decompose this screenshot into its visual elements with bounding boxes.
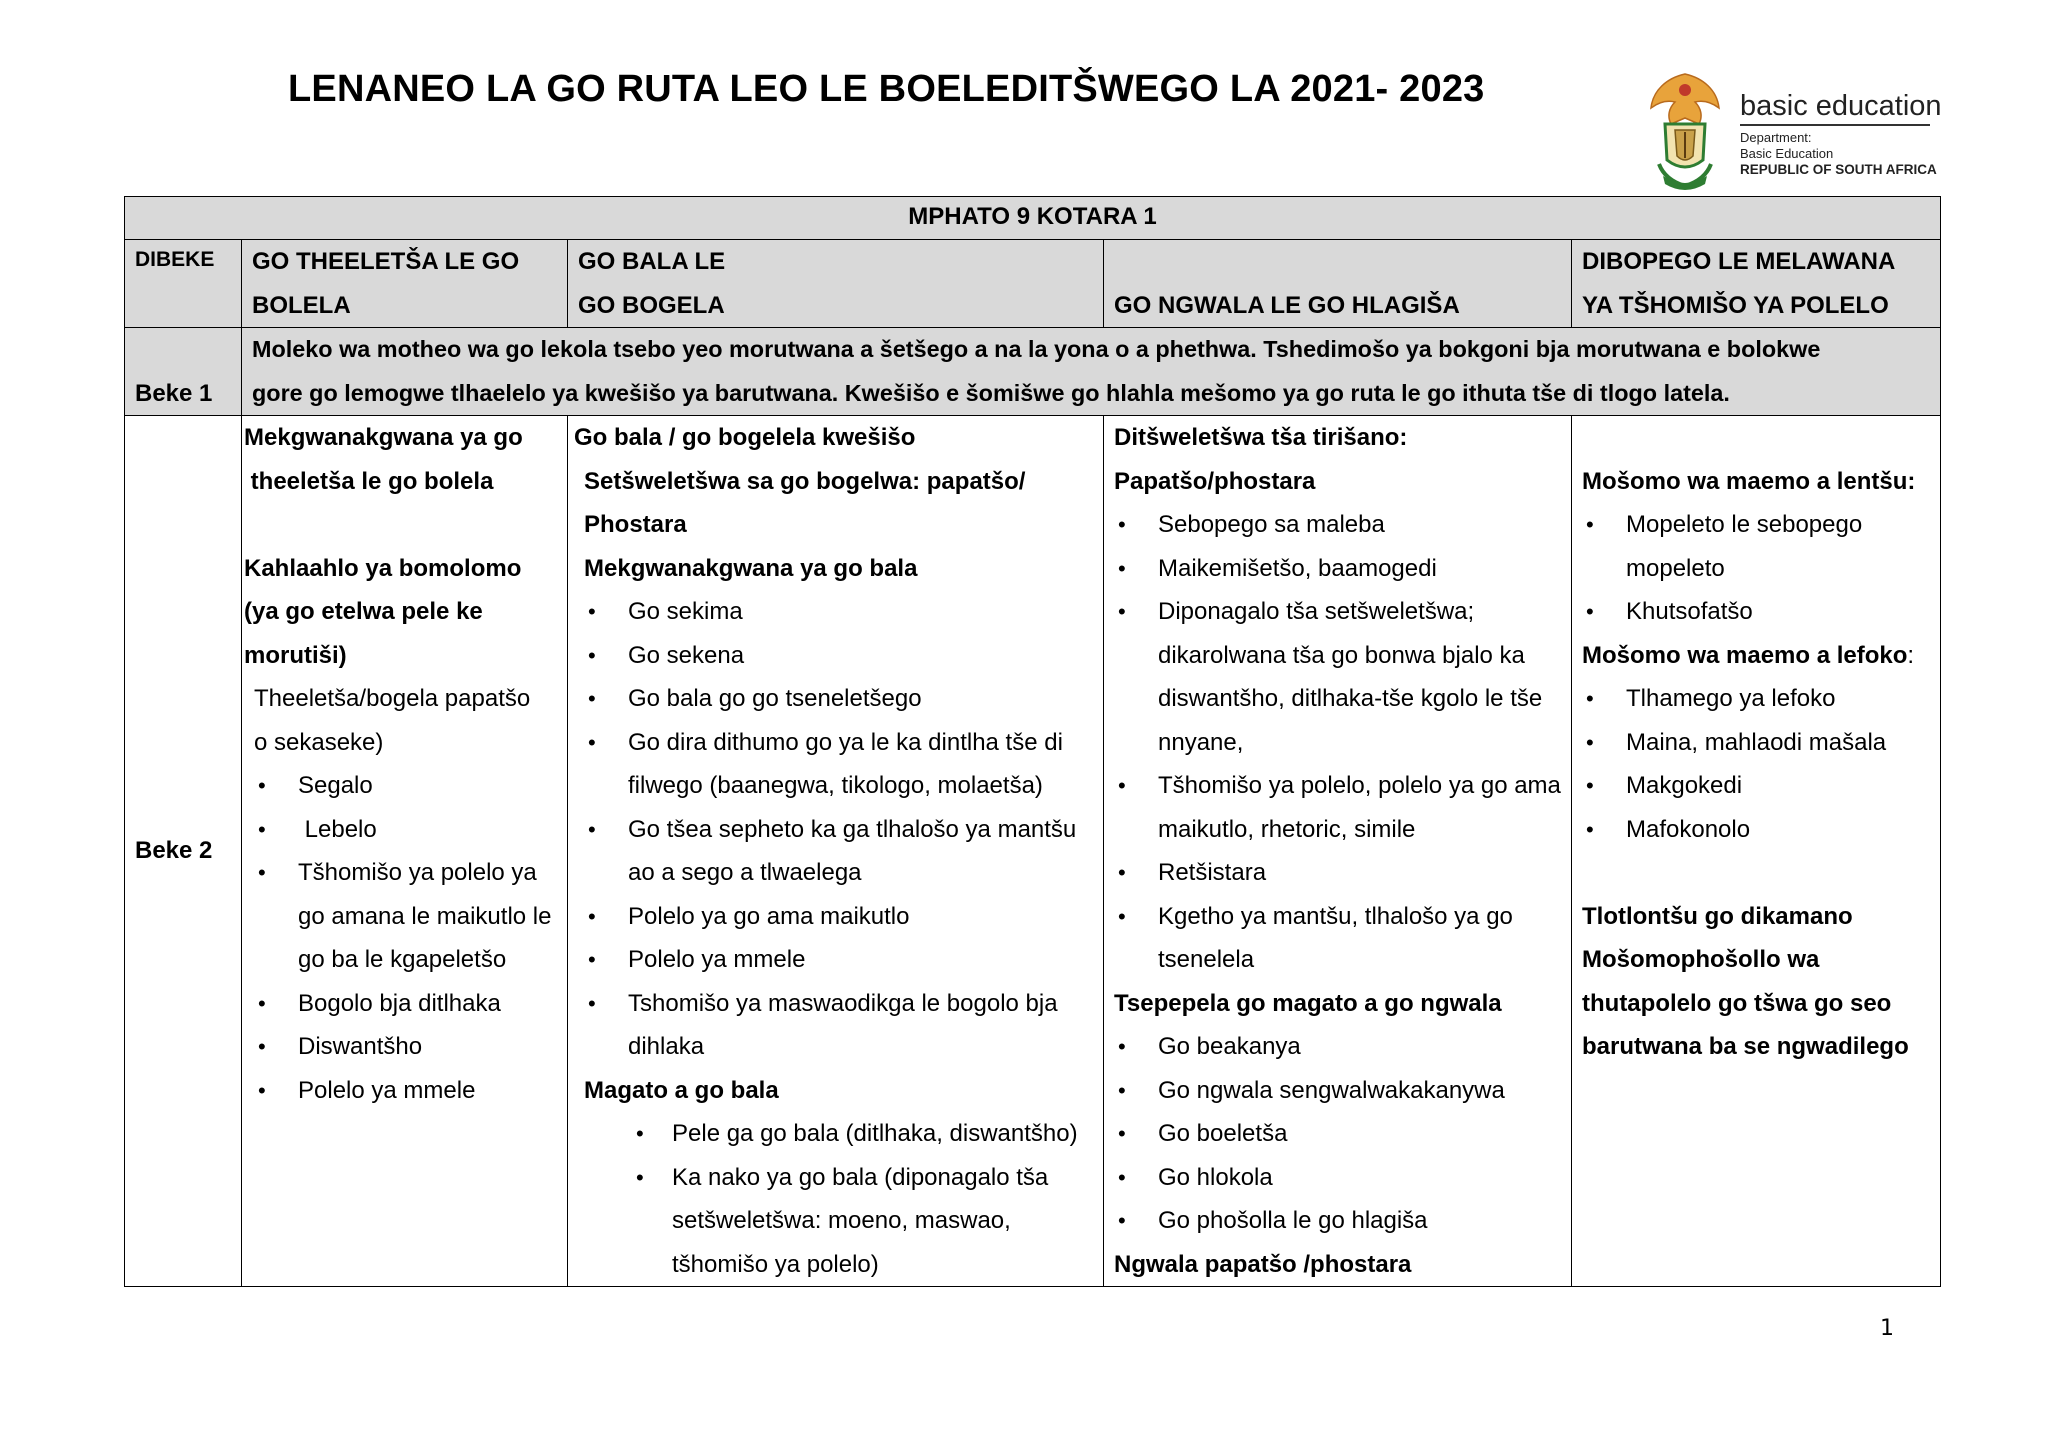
writing-bullets xyxy=(1114,503,1561,982)
reading-process-bullets xyxy=(574,1112,1093,1286)
list-item: • Diswantšho xyxy=(254,1025,561,1069)
header-line: GO BOGELA xyxy=(578,291,725,319)
page-number: 1 xyxy=(1880,1316,1894,1341)
list-item: • Polelo ya go ama maikutlo xyxy=(584,895,1093,939)
grade-title: MPHATO 9 KOTARA 1 xyxy=(125,197,1941,240)
brand-name: basic education xyxy=(1740,90,1942,122)
list-item: • Kgetho ya mantšu, tlhalošo ya go tsenelela xyxy=(1114,895,1561,982)
list-item: • Maikemišetšo, baamogedi xyxy=(1114,547,1561,591)
list-item: • Go sekena xyxy=(584,634,1093,678)
week-1-line: gore go lemogwe tlhaelelo ya kwešišo ya barutwana. Kwešišo e šomišwe go hlahla mešomo ya go ruta le go ithuta tše di tlogo latela. xyxy=(252,379,1730,406)
spacer xyxy=(244,503,561,547)
header-row xyxy=(125,240,1941,328)
list-item: • Polelo ya mmele xyxy=(254,1069,561,1113)
listening-text: Theeletša/bogela papatšo xyxy=(254,685,531,712)
list-item: • Mopeleto le sebopego mopeleto xyxy=(1582,503,1930,590)
list-item: • Lebelo xyxy=(254,808,561,852)
department-logo xyxy=(1645,68,1942,198)
oral-assessment-heading: morutiši) xyxy=(244,641,347,669)
writing-heading: Ditšweletšwa tša tirišano: xyxy=(1114,424,1408,451)
week-2-label: Beke 2 xyxy=(125,416,242,1287)
reading-process-heading: Magato a go bala xyxy=(584,1076,779,1104)
vocabulary-line: thutapolelo go tšwa go seo xyxy=(1582,989,1892,1017)
grade-title-row xyxy=(125,197,1941,240)
list-item: • Tšhomišo ya polelo ya go amana le maikutlo le go ba le kgapeletšo xyxy=(254,851,561,982)
logo-divider xyxy=(1740,124,1930,126)
list-item: • Polelo ya mmele xyxy=(584,938,1093,982)
page-title: LENANEO LA GO RUTA LEO LE BOELEDITŠWEGO LA 2021- 2023 xyxy=(288,68,1485,110)
vocabulary-line: Mošomophošollo wa xyxy=(1582,946,1820,973)
list-item: • Go tšea sepheto ka ga tlhalošo ya mantšu ao a sego a tlwaelega xyxy=(584,808,1093,895)
spacer xyxy=(1582,851,1930,895)
listening-heading: Mekgwanakgwana ya go xyxy=(244,424,523,451)
list-item: • Go boeletša xyxy=(1114,1112,1561,1156)
oral-assessment-heading: Kahlaahlo ya bomolomo xyxy=(244,554,522,582)
header-listening-speaking xyxy=(242,240,568,328)
listening-bullets xyxy=(244,764,561,1112)
list-item: • Mafokonolo xyxy=(1582,808,1930,852)
header-line: YA TŠHOMIŠO YA POLELO xyxy=(1582,291,1889,319)
header-language-structures xyxy=(1572,240,1941,328)
reading-subheading: Setšweletšwa sa go bogelwa: papatšo/ xyxy=(584,467,1026,495)
sentence-level-bullets xyxy=(1582,677,1930,851)
week-1-label: Beke 1 xyxy=(125,328,242,416)
writing-subheading: Papatšo/phostara xyxy=(1114,467,1316,495)
word-level-heading: Mošomo wa maemo a lentšu: xyxy=(1582,467,1916,495)
list-item: • Diponagalo tša setšweletšwa; dikarolwana tša go bonwa bjalo ka diswantšho, ditlhaka-tše kgolo le tše nnyane, xyxy=(1114,590,1561,764)
list-item: • Go phošolla le go hlagiša xyxy=(1114,1199,1561,1243)
week-1-line: Moleko wa motheo wa go lekola tsebo yeo morutwana a šetšego a na la yona o a phethwa. Tshedimošo ya bokgoni bja morutwana e bolokwe xyxy=(252,336,1821,362)
sentence-level-heading xyxy=(1582,634,1930,678)
list-item: • Go sekima xyxy=(584,590,1093,634)
header-line: BOLELA xyxy=(252,291,351,319)
listening-text: o sekaseke) xyxy=(254,728,384,756)
list-item: • Maina, mahlaodi mašala xyxy=(1582,721,1930,765)
week-2-listening-cell xyxy=(242,416,568,1287)
dept-line: REPUBLIC OF SOUTH AFRICA xyxy=(1740,162,1937,177)
department-text xyxy=(1740,130,1937,178)
list-item: • Tshomišo ya maswaodikga le bogolo bja dihlaka xyxy=(584,982,1093,1069)
list-item: • Khutsofatšo xyxy=(1582,590,1930,634)
list-item: • Segalo xyxy=(254,764,561,808)
list-item: • Pele ga go bala (ditlhaka, diswantšho) xyxy=(584,1112,1093,1156)
oral-assessment-heading: (ya go etelwa pele ke xyxy=(244,598,483,625)
list-item: • Retšistara xyxy=(1114,851,1561,895)
reading-strategies-heading: Mekgwanakgwana ya go bala xyxy=(584,554,918,582)
lesson-plan-table xyxy=(124,196,1941,1287)
sentence-level-label: Mošomo wa maemo a lefoko xyxy=(1582,641,1908,669)
reading-bullets xyxy=(574,590,1093,1069)
list-item: • Tlhamego ya lefoko xyxy=(1582,677,1930,721)
week-1-row xyxy=(125,328,1941,416)
writing-process-bullets xyxy=(1114,1025,1561,1243)
list-item: • Tšhomišo ya polelo, polelo ya go ama maikutlo, rhetoric, simile xyxy=(1114,764,1561,851)
dept-line: Basic Education xyxy=(1740,146,1834,161)
week-1-text xyxy=(242,328,1941,416)
list-item: • Go beakanya xyxy=(1114,1025,1561,1069)
coat-of-arms-icon xyxy=(1645,68,1725,196)
vocabulary-line: barutwana ba se ngwadilego xyxy=(1582,1033,1909,1060)
reading-heading: Go bala / go bogelela kwešišo xyxy=(574,424,916,451)
week-2-writing-cell xyxy=(1104,416,1572,1287)
writing-task: Ngwala papatšo /phostara xyxy=(1114,1250,1412,1278)
vocabulary-line: Tlotlontšu go dikamano xyxy=(1582,902,1853,930)
listening-heading: theeletša le go bolela xyxy=(244,467,494,495)
reading-subheading: Phostara xyxy=(584,511,687,538)
week-2-row xyxy=(125,416,1941,1287)
list-item: • Go hlokola xyxy=(1114,1156,1561,1200)
spacer xyxy=(1582,416,1930,460)
list-item: • Go ngwala sengwalwakakanywa xyxy=(1114,1069,1561,1113)
word-level-bullets xyxy=(1582,503,1930,634)
header-writing-presenting: GO NGWALA LE GO HLAGIŠA xyxy=(1104,240,1572,328)
header-line: GO BALA LE xyxy=(578,248,726,275)
sentence-level-colon: : xyxy=(1907,641,1915,669)
writing-process-heading: Tsepepela go magato a go ngwala xyxy=(1114,989,1502,1017)
header-line: GO THEELETŠA LE GO xyxy=(252,248,520,275)
week-2-reading-cell xyxy=(568,416,1104,1287)
list-item: • Go dira dithumo go ya le ka dintlha tše di filwego (baanegwa, tikologo, molaetša) xyxy=(584,721,1093,808)
list-item: • Ka nako ya go bala (diponagalo tša setšweletšwa: moeno, maswao, tšhomišo ya polelo) xyxy=(584,1156,1093,1287)
list-item: • Sebopego sa maleba xyxy=(1114,503,1561,547)
list-item: • Go bala go go tseneletšego xyxy=(584,677,1093,721)
week-2-language-cell xyxy=(1572,416,1941,1287)
header-dibeke: DIBEKE xyxy=(125,240,242,328)
dept-line: Department: xyxy=(1740,130,1812,145)
list-item: • Makgokedi xyxy=(1582,764,1930,808)
header-reading-viewing xyxy=(568,240,1104,328)
list-item: • Bogolo bja ditlhaka xyxy=(254,982,561,1026)
header-line: DIBOPEGO LE MELAWANA xyxy=(1582,248,1896,275)
